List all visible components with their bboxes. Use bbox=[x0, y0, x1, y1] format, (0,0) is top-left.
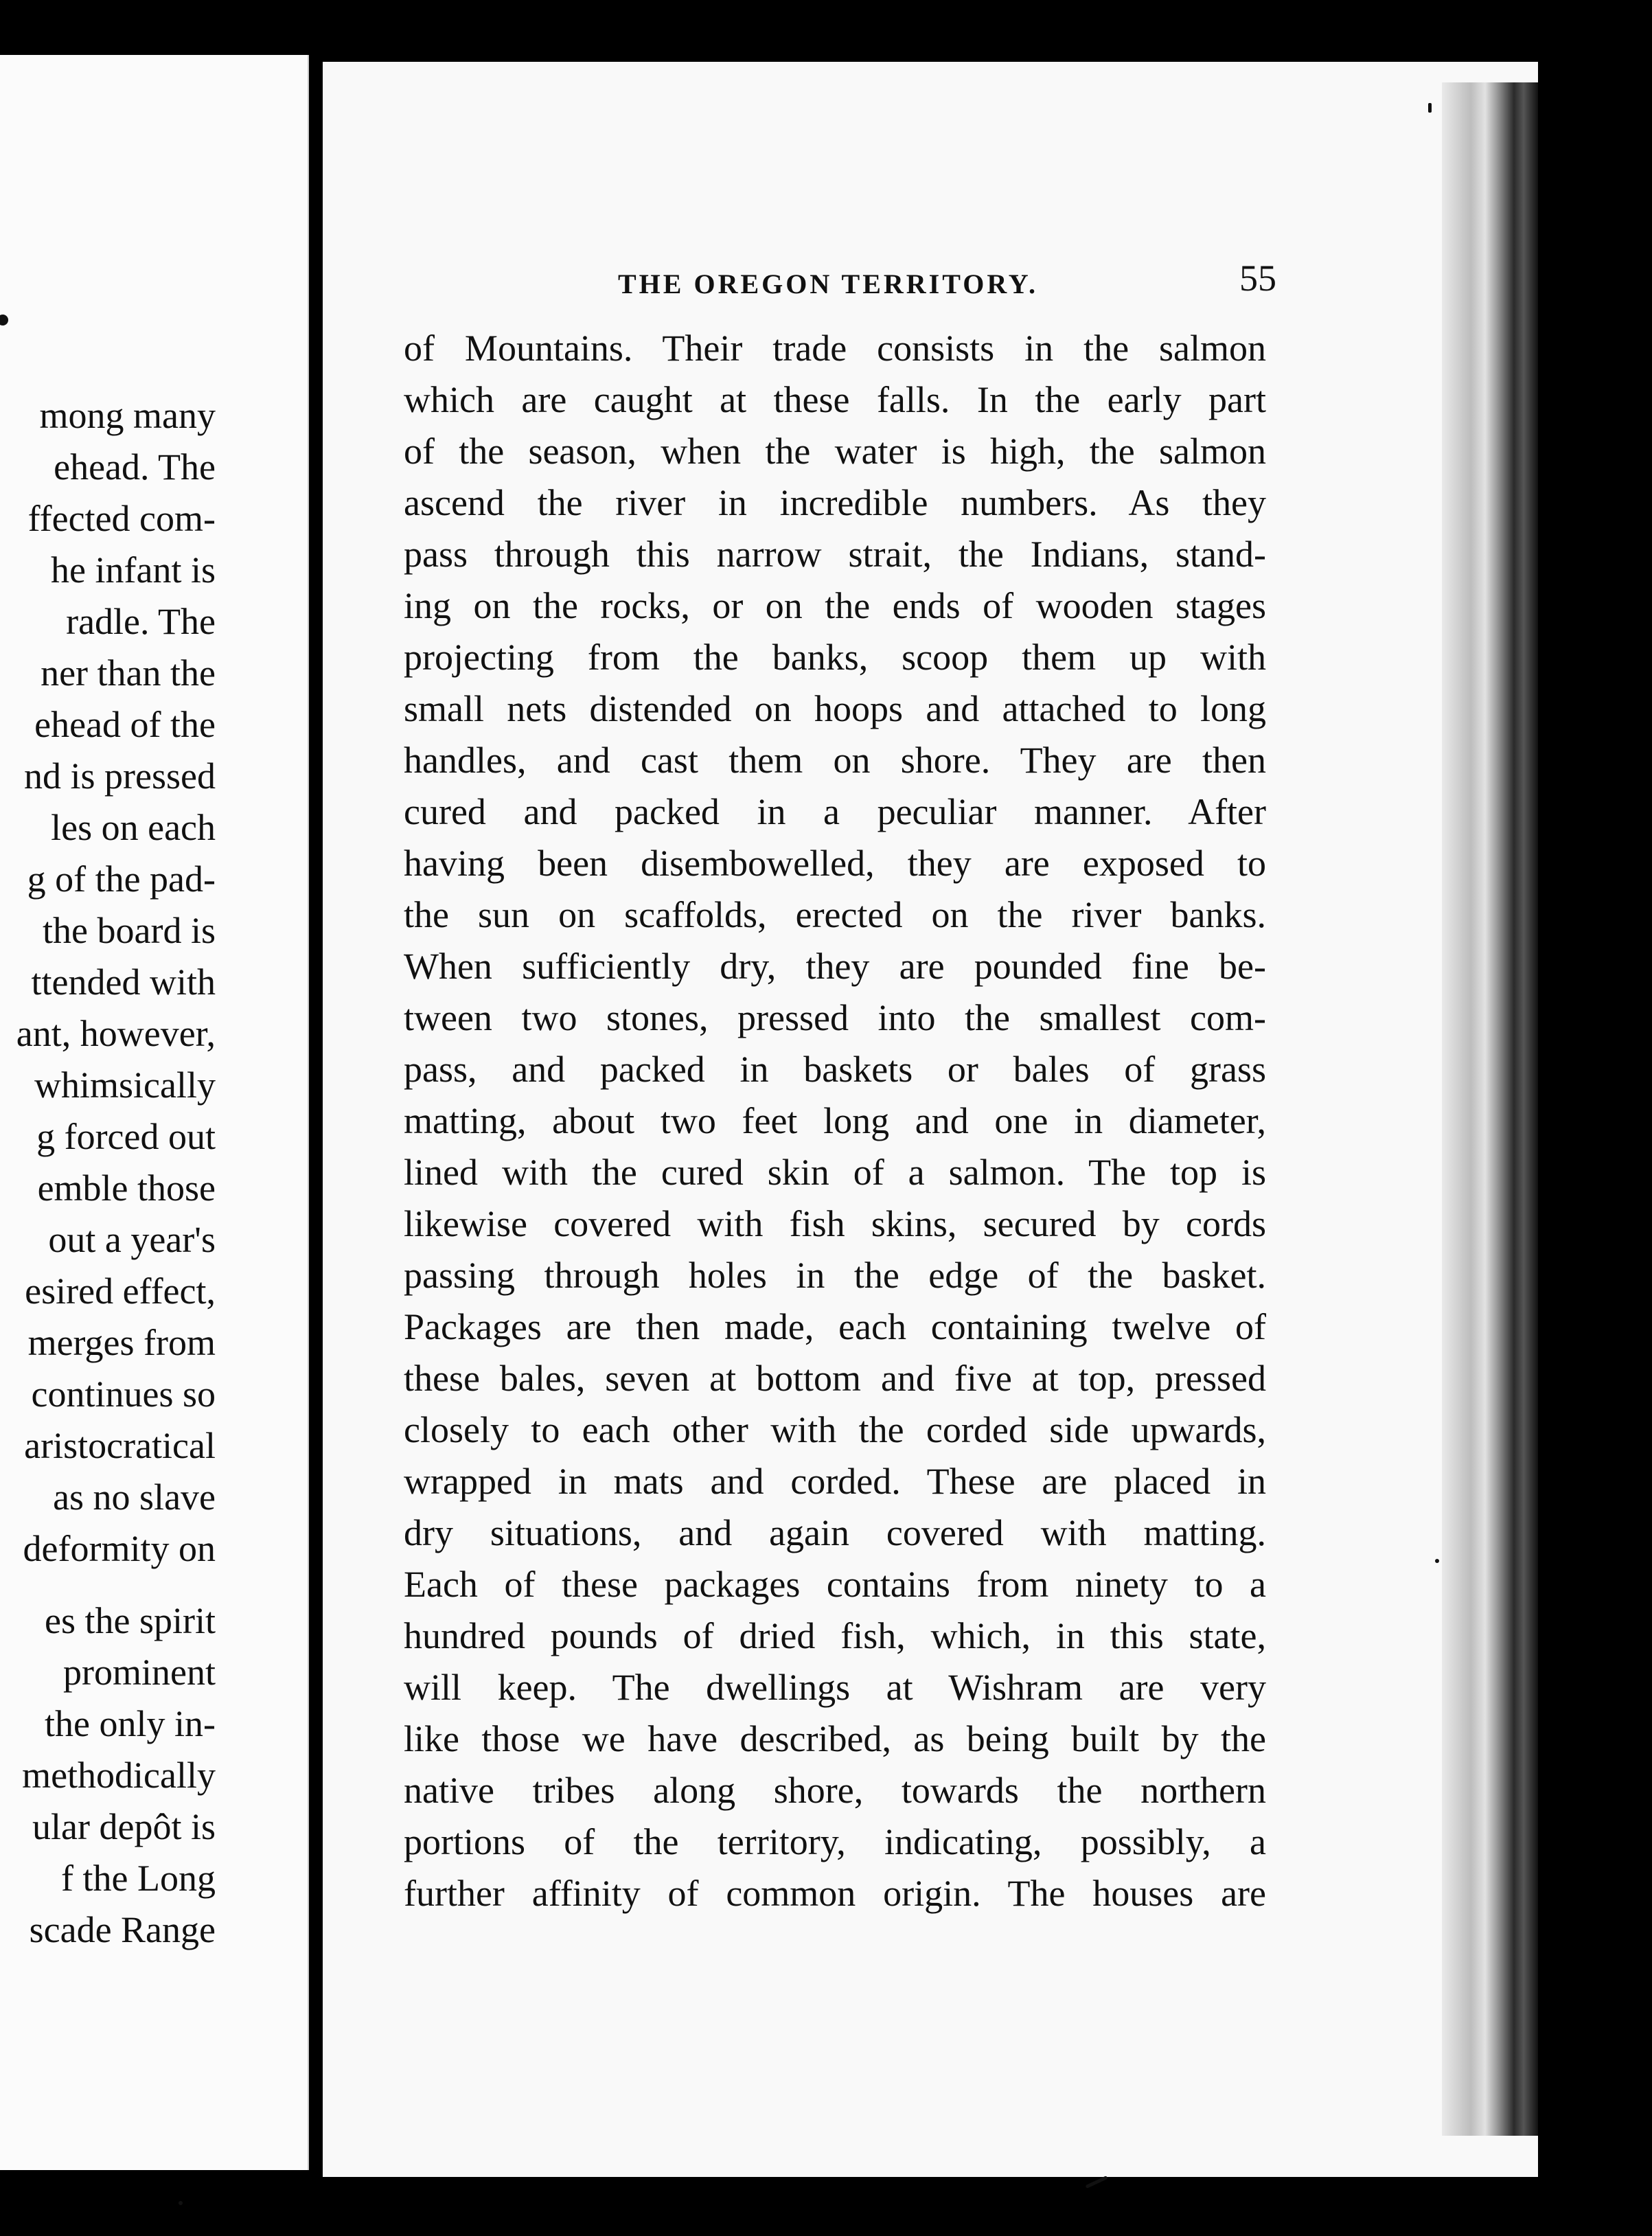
left-line: prominent bbox=[63, 1652, 216, 1693]
text-line: small nets distended on hoops and attached to long bbox=[404, 688, 1266, 729]
text-line: ascend the river in incredible numbers. As they bbox=[404, 482, 1266, 523]
text-line: like those we have described, as being built by the bbox=[404, 1718, 1266, 1759]
left-line: ehead of the bbox=[34, 704, 216, 745]
left-line: out a year's bbox=[48, 1219, 216, 1260]
specks bbox=[1086, 2176, 1108, 2189]
left-line: esired effect, bbox=[25, 1270, 216, 1312]
text-line: lined with the cured skin of a salmon. The top is bbox=[404, 1152, 1266, 1193]
text-line: dry situations, and again covered with matting. bbox=[404, 1512, 1266, 1553]
text-line: closely to each other with the corded side upwards, bbox=[404, 1409, 1266, 1450]
text-line: pass through this narrow strait, the Indians, stand- bbox=[404, 534, 1266, 575]
text-line: wrapped in mats and corded. These are placed in bbox=[404, 1461, 1266, 1502]
left-line: as no slave bbox=[53, 1476, 216, 1518]
left-line: es the spirit bbox=[45, 1600, 216, 1641]
left-line: radle. The bbox=[66, 601, 216, 642]
text-line: projecting from the banks, scoop them up with bbox=[404, 637, 1266, 678]
left-line: ffected com- bbox=[27, 498, 216, 539]
specks bbox=[1428, 103, 1432, 113]
specks bbox=[1435, 1559, 1439, 1563]
left-line: the board is bbox=[43, 910, 216, 951]
text-line: pass, and packed in baskets or bales of grass bbox=[404, 1049, 1266, 1090]
left-line: nd is pressed bbox=[24, 755, 216, 797]
left-line: mong many bbox=[39, 395, 216, 436]
text-line: passing through holes in the edge of the basket. bbox=[404, 1255, 1266, 1296]
text-line: tween two stones, pressed into the smallest com- bbox=[404, 997, 1266, 1038]
text-line: the sun on scaffolds, erected on the river banks. bbox=[404, 894, 1266, 935]
left-line: whimsically bbox=[34, 1064, 216, 1106]
left-line: ttended with bbox=[31, 961, 216, 1003]
specks bbox=[179, 2201, 183, 2205]
left-line: deformity on bbox=[23, 1528, 216, 1569]
left-line: the only in- bbox=[45, 1703, 216, 1744]
left-line: ner than the bbox=[41, 652, 216, 694]
text-line: likewise covered with fish skins, secured by cords bbox=[404, 1203, 1266, 1244]
text-line: hundred pounds of dried fish, which, in this state, bbox=[404, 1615, 1266, 1656]
left-line: ehead. The bbox=[54, 446, 216, 488]
left-line: he infant is bbox=[51, 549, 216, 591]
text-line: cured and packed in a peculiar manner. After bbox=[404, 791, 1266, 832]
text-line: handles, and cast them on shore. They are then bbox=[404, 740, 1266, 781]
left-line: ant, however, bbox=[16, 1013, 216, 1054]
running-head: THE OREGON TERRITORY. bbox=[618, 269, 1039, 299]
text-line: of the season, when the water is high, the salmon bbox=[404, 431, 1266, 472]
text-line: matting, about two feet long and one in diameter, bbox=[404, 1100, 1266, 1141]
page-number: 55 bbox=[1239, 258, 1276, 299]
page-edge-shadow bbox=[1442, 82, 1538, 2136]
left-line: emble those bbox=[37, 1167, 216, 1209]
text-line: of Mountains. Their trade consists in the salmon bbox=[404, 328, 1266, 369]
left-line: g of the pad- bbox=[27, 858, 216, 900]
left-line: merges from bbox=[27, 1322, 216, 1363]
left-line: scade Range bbox=[29, 1909, 216, 1950]
left-page bbox=[0, 55, 309, 2170]
left-page-text bbox=[16, 390, 216, 1956]
left-line: f the Long bbox=[61, 1858, 216, 1899]
text-line: further affinity of common origin. The houses are bbox=[404, 1873, 1266, 1914]
text-line: having been disembowelled, they are exposed to bbox=[404, 843, 1266, 884]
text-line: ing on the rocks, or on the ends of wooden stages bbox=[404, 585, 1266, 626]
text-line: When sufficiently dry, they are pounded fine be- bbox=[404, 946, 1266, 987]
body-text bbox=[404, 323, 1266, 1919]
left-line: methodically bbox=[22, 1755, 216, 1796]
text-line: which are caught at these falls. In the early part bbox=[404, 379, 1266, 420]
left-line: continues so bbox=[31, 1373, 216, 1415]
left-line: les on each bbox=[51, 807, 216, 848]
text-line: Packages are then made, each containing twelve of bbox=[404, 1306, 1266, 1347]
left-line: ular depôt is bbox=[32, 1806, 216, 1847]
left-line: g forced out bbox=[36, 1116, 216, 1157]
left-line: aristocratical bbox=[24, 1425, 216, 1466]
text-line: Each of these packages contains from ninety to a bbox=[404, 1564, 1266, 1605]
right-page bbox=[323, 62, 1538, 2177]
left-running-head-period bbox=[0, 315, 8, 326]
text-line: native tribes along shore, towards the northern bbox=[404, 1770, 1266, 1811]
text-line: these bales, seven at bottom and five at top, pressed bbox=[404, 1358, 1266, 1399]
text-line: portions of the territory, indicating, possibly, a bbox=[404, 1821, 1266, 1862]
text-line: will keep. The dwellings at Wishram are very bbox=[404, 1667, 1266, 1708]
